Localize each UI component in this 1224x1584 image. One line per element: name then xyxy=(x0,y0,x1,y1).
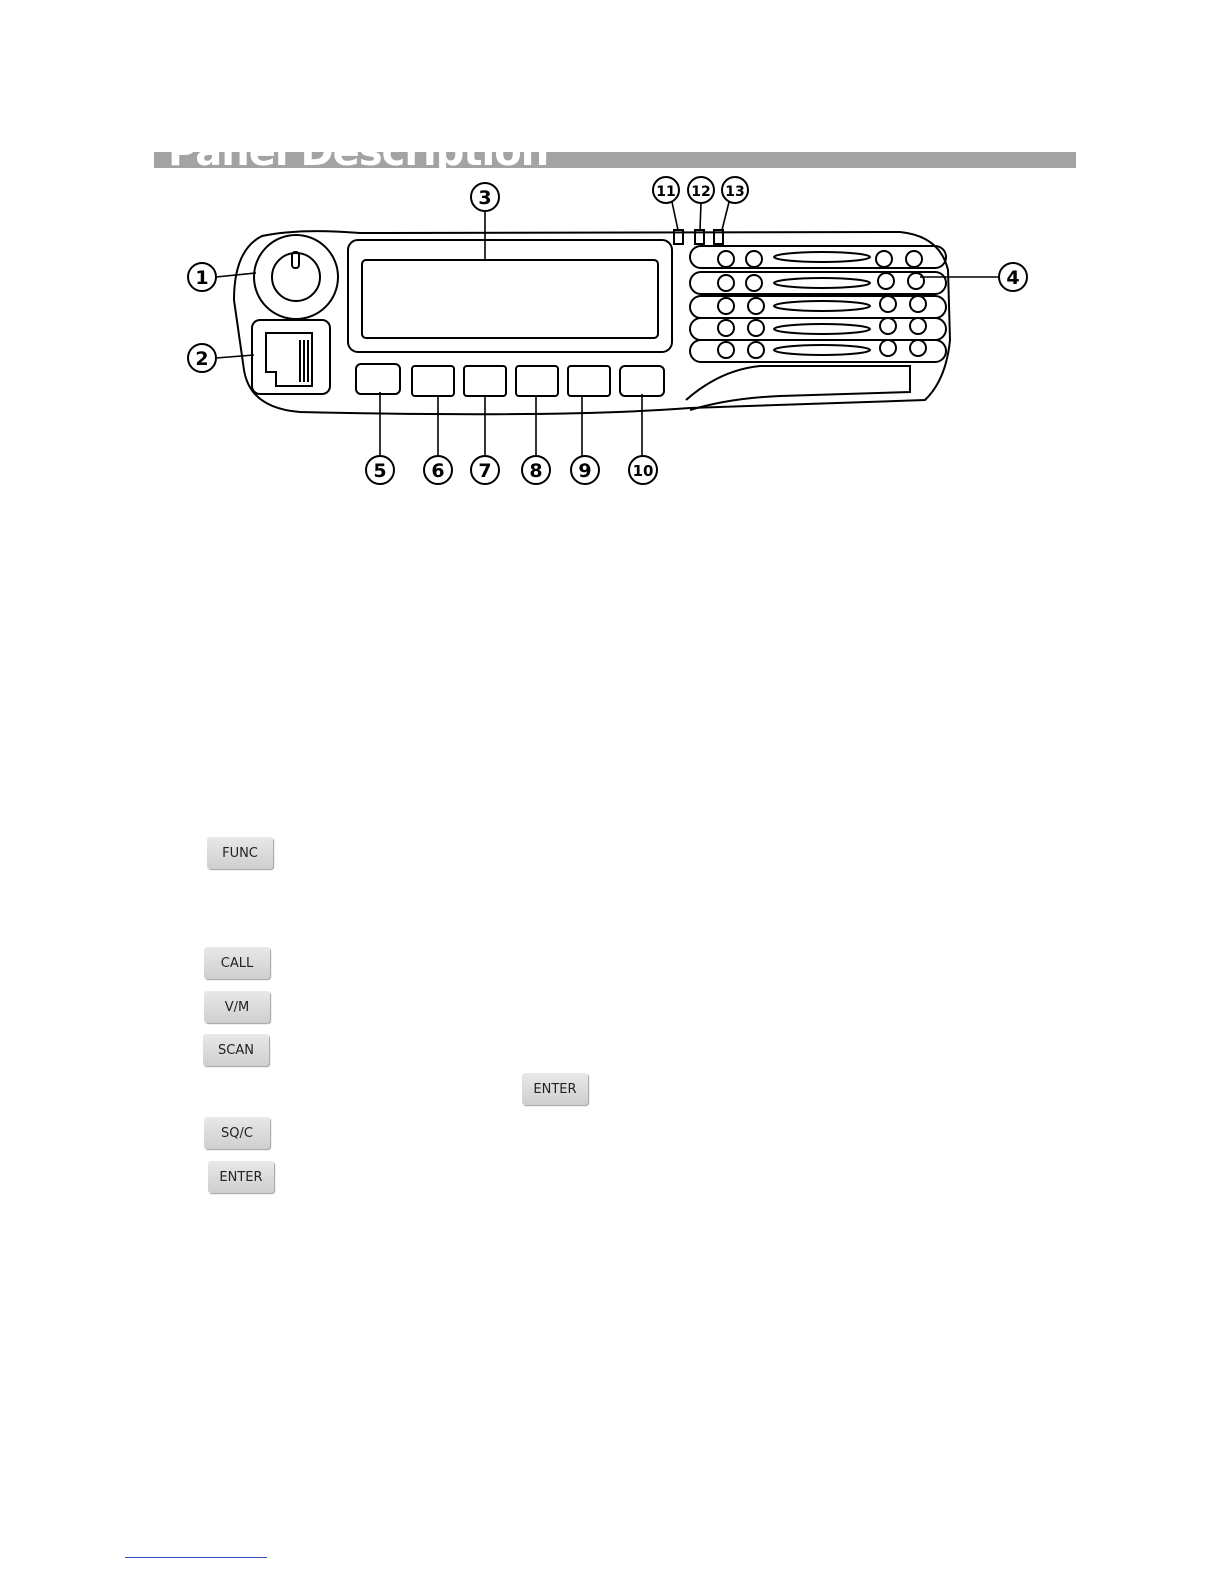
radio-front-panel-diagram xyxy=(0,0,1224,520)
enter-key-button: ENTER xyxy=(208,1161,274,1193)
key-5 xyxy=(356,364,400,394)
call-key-button: CALL xyxy=(204,947,270,979)
lcd-display xyxy=(348,240,672,352)
callout-11: 11 xyxy=(656,184,676,200)
callout-9: 9 xyxy=(578,460,592,482)
sqc-key-button: SQ/C xyxy=(204,1117,270,1149)
callout-1: 1 xyxy=(195,267,209,289)
callout-7: 7 xyxy=(478,460,492,482)
callout-2: 2 xyxy=(195,348,209,370)
panel-outline xyxy=(234,231,950,414)
key-7 xyxy=(464,366,506,396)
footer-rule xyxy=(125,1557,267,1558)
callout-13: 13 xyxy=(725,184,745,200)
volume-knob-icon xyxy=(254,235,338,319)
callout-6: 6 xyxy=(431,460,445,482)
section-title: Panel Description xyxy=(168,129,549,175)
vm-key-button: V/M xyxy=(204,991,270,1023)
callout-8: 8 xyxy=(529,460,543,482)
callout-10: 10 xyxy=(632,462,654,480)
callout-markers xyxy=(188,177,1027,484)
key-10 xyxy=(620,366,664,396)
callout-5: 5 xyxy=(373,460,387,482)
mic-jack-icon xyxy=(252,320,330,394)
callout-12: 12 xyxy=(691,184,711,200)
speaker-grille-icon xyxy=(690,246,946,362)
callout-3: 3 xyxy=(478,187,492,209)
callout-4: 4 xyxy=(1006,267,1020,289)
scan-key-button: SCAN xyxy=(203,1034,269,1066)
key-6 xyxy=(412,366,454,396)
key-9 xyxy=(568,366,610,396)
key-8 xyxy=(516,366,558,396)
enter-key-button-inline: ENTER xyxy=(522,1073,588,1105)
func-key-button: FUNC xyxy=(207,837,273,869)
